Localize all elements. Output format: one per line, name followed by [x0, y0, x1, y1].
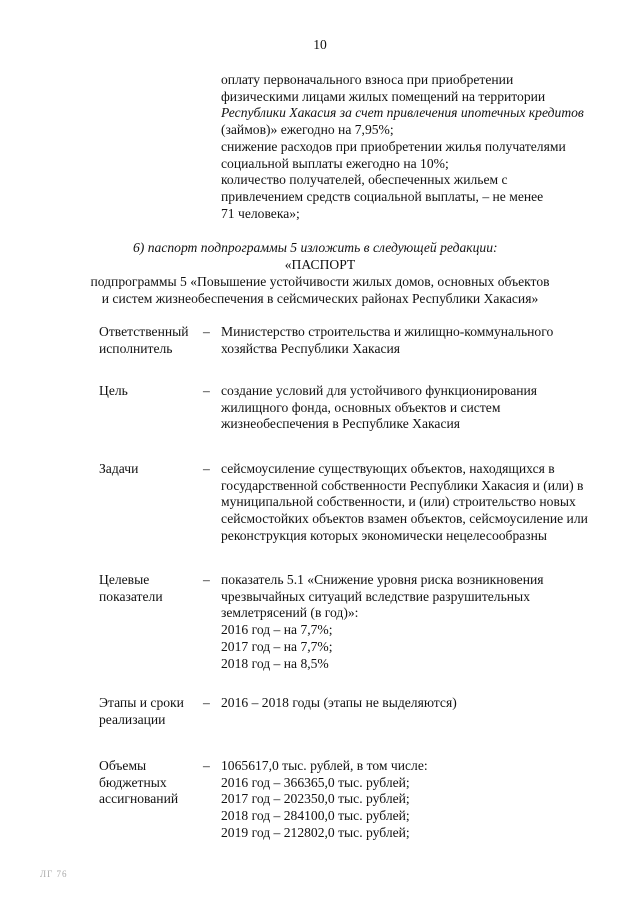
indicator-year: 2017 год – на 7,7%; [221, 638, 333, 654]
budget-year: 2017 год – 202350,0 тыс. рублей; [221, 791, 410, 807]
list-item: оплату первоначального взноса при приобретении физическими лицами жилых помещений на территории Республики Хакасия за счет привлечения ипотечных кредитов [221, 72, 584, 121]
row-dash: – [203, 572, 210, 587]
row-dash: – [203, 758, 210, 773]
row-dash: – [203, 695, 210, 710]
row-label: Задачи [99, 461, 139, 476]
row-content: показатель 5.1 «Снижение уровня риска возникновения чрезвычайных ситуаций вследствие разрушительных землетрясений (в год)»: 2016 год – на 7,7%; 2017 год – на 7,7%; 2018 год – на 8,5% [221, 572, 596, 672]
indicator-year: 2016 год – на 7,7%; [221, 622, 333, 638]
list-item-end: социальной выплаты ежегодно на 10%; [221, 155, 449, 171]
row-label: Объемы бюджетных ассигнований [99, 758, 179, 807]
row-label: Ответственный исполнитель [99, 324, 189, 356]
indicator-year: 2018 год – на 8,5% [221, 655, 329, 671]
row-content: создание условий для устойчивого функционирования жилищного фонда, основных объектов и систем жизнеобеспечения в Республике Хакасия [221, 383, 538, 432]
row-content: 1065617,0 тыс. рублей, в том числе: 2016 год – 366365,0 тыс. рублей; 2017 год – 202350,0 тыс. рублей; 2018 год – 284100,0 тыс. рублей; 2019 год – 212802,0 тыс. рублей; [221, 758, 596, 842]
passport-subtitle-line-1: подпрограммы 5 «Повышение устойчивости жилых домов, основных объектов [90, 274, 550, 289]
row-dash: – [203, 324, 210, 339]
row-content: Министерство строительства и жилищно-коммунального хозяйства Республики Хакасия [221, 324, 554, 356]
row-content: сейсмоусиление существующих объектов, находящихся в государственной собственности Республики Хакасия и (или) в муниципальной собственности, и (или) строительство новых сейсмостойких объектов взамен объектов, сейсмоусиление или реконструкция которых экономически нецелесообразны [221, 461, 588, 543]
passport-title: «ПАСПОРТ [284, 257, 356, 272]
row-content: 2016 – 2018 годы (этапы не выделяются) [221, 695, 457, 710]
amendment-instruction: 6) паспорт подпрограммы 5 изложить в следующей редакции: [133, 240, 498, 255]
list-item: количество получателей, обеспеченных жильем с привлечением средств социальной выплаты, – не менее [221, 172, 544, 204]
list-item-end: 71 человека»; [221, 205, 300, 221]
scan-stamp: ЛГ 76 [40, 869, 68, 879]
row-dash: – [203, 383, 210, 398]
row-label: Этапы и сроки реализации [99, 695, 184, 727]
budget-year: 2016 год – 366365,0 тыс. рублей; [221, 774, 410, 790]
row-label: Цель [99, 383, 128, 398]
budget-year: 2018 год – 284100,0 тыс. рублей; [221, 808, 410, 824]
budget-year: 2019 год – 212802,0 тыс. рублей; [221, 824, 410, 840]
page-number: 10 [313, 37, 327, 52]
target-indicators-continuation [221, 72, 596, 222]
list-item-end: (займов)» ежегодно на 7,95%; [221, 122, 394, 138]
passport-subtitle-line-2: и систем жизнеобеспечения в сейсмических районах Республики Хакасия» [101, 291, 539, 306]
row-dash: – [203, 461, 210, 476]
row-label: Целевые показатели [99, 572, 163, 604]
list-item: снижение расходов при приобретении жилья получателями [221, 138, 566, 154]
